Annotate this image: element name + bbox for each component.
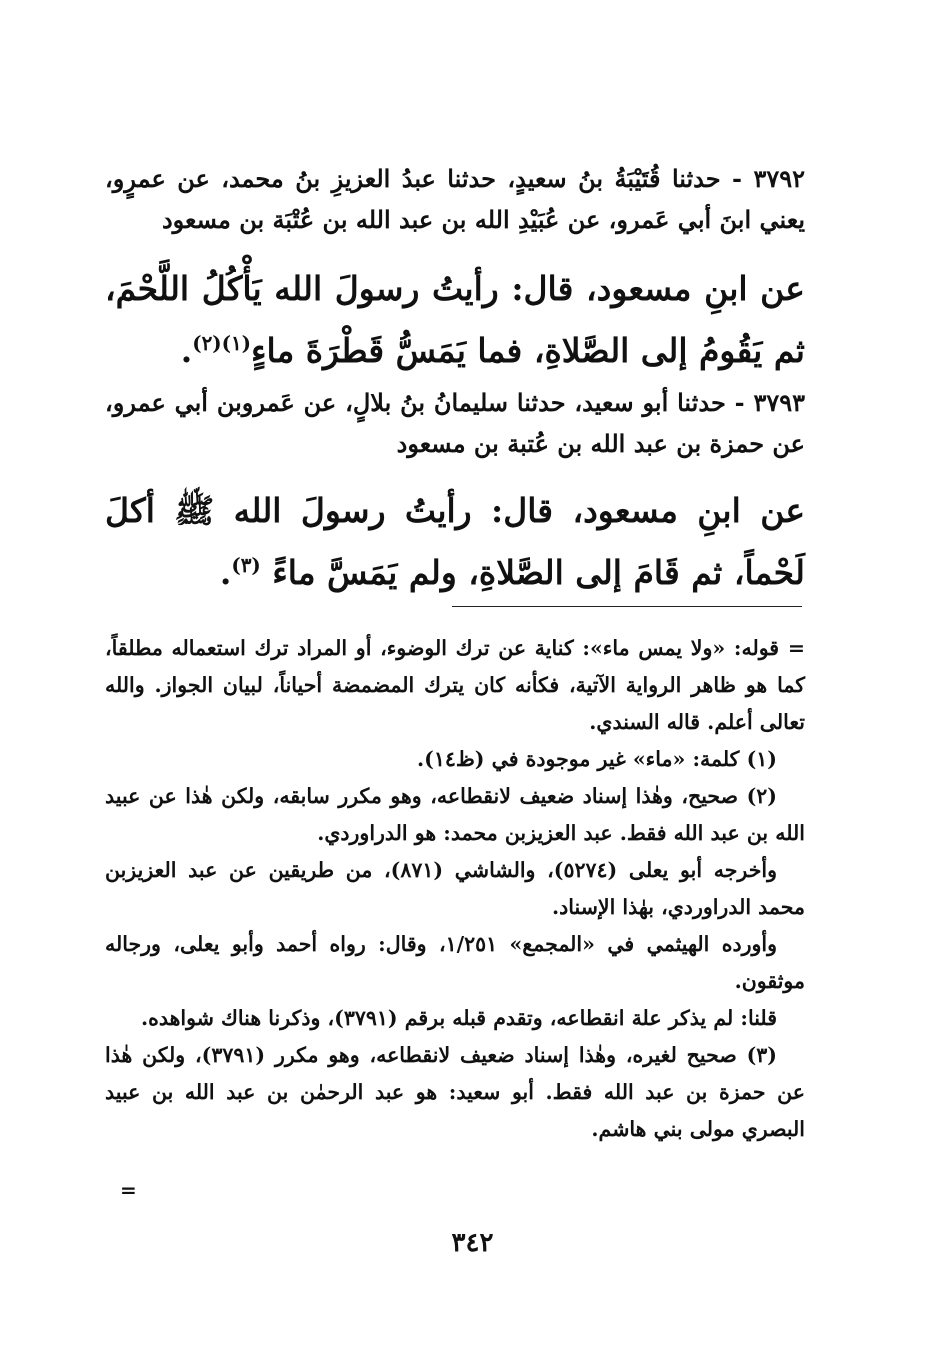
matn-text-part2: أكلَ لَحْماً، ثم قَامَ إلى الصَّلاةِ، ولم يَمَسَّ ماءً — [105, 491, 805, 592]
page-number: ٣٤٢ — [451, 1228, 494, 1258]
footnote-2-qulna: قلنا: لم يذكر علة انقطاعه، وتقدم قبله برقم (٣٧٩١)، وذكرنا هناك شواهده. — [140, 1006, 777, 1030]
hadith-number: ٣٧٩٢ — [753, 164, 805, 193]
footnote-2: (٢) صحيح، وهٰذا إسناد ضعيف لانقطاعه، وهو مكرر سابقه، ولكن هٰذا عن عبيد الله بن عبد الله فقط. عبد العزيزبن محمد: هو الدراوردي. — [105, 784, 805, 845]
footnote-2-takhrij: وأخرجه أبو يعلى (٥٢٧٤)، والشاشي (٨٧١)، من طريقين عن عبد العزيزبن محمد الدراوردي، بهٰذا الإسناد. — [105, 858, 805, 919]
footnote-separator — [452, 606, 802, 607]
sanad-text: حدثنا قُتَيْبَةُ بنُ سعيدٍ، حدثنا عبدُ العزيزِ بنُ محمد، عن عمرٍو، يعني ابنَ أبي عَمرو، عن عُبَيْدِ الله بن عبد الله بن عُتْبَة بن مسعود — [105, 164, 805, 234]
sanad-text: حدثنا أبو سعيد، حدثنا سليمانُ بنُ بلالٍ، عن عَمروبن أبي عمرو، عن حمزة بن عبد الله بن عُتبة بن مسعود — [105, 388, 805, 458]
hadith-3792-matn: عن ابنِ مسعود، قال: رأيتُ رسولَ الله يَأْكُلُ اللَّحْمَ، ثم يَقُومُ إلى الصَّلاةِ، فما يَمَسُّ قَطْرَةَ ماءٍ$^{(١)(٢)}$. — [105, 269, 805, 370]
footnotes-section — [105, 630, 805, 1148]
continuation-mark: = — [120, 1178, 137, 1202]
hadith-number: ٣٧٩٣ — [753, 388, 806, 417]
hadith-3793-matn: عن ابنِ مسعود، قال: رأيتُ رسولَ الله ﷺ أكلَ لَحْماً، ثم قَامَ إلى الصَّلاةِ، ولم يَمَسَّ ماءً $^{(٣)}$. — [105, 491, 806, 592]
matn-text: عن ابنِ مسعود، قال: رأيتُ رسولَ الله يَأْكُلُ اللَّحْمَ، ثم يَقُومُ إلى الصَّلاةِ، فما يَمَسُّ قَطْرَةَ ماءٍ — [105, 269, 805, 370]
hadith-3793-sanad: ٣٧٩٣ - حدثنا أبو سعيد، حدثنا سليمانُ بنُ بلالٍ، عن عَمروبن أبي عمرو، عن حمزة بن عبد الله بن عُتبة بن مسعود — [105, 388, 806, 458]
footnote-1: (١) كلمة: «ماء» غير موجودة في (ظ١٤). — [416, 747, 777, 771]
hadith-3792-sanad: ٣٧٩٢ - حدثنا قُتَيْبَةُ بنُ سعيدٍ، حدثنا عبدُ العزيزِ بنُ محمد، عن عمرٍو، يعني ابنَ أبي عَمرو، عن عُبَيْدِ الله بن عبد الله بن عُتْبَة بن مسعود — [105, 164, 805, 234]
matn-text-part1: عن ابنِ مسعود، قال: رأيتُ رسولَ الله — [233, 491, 806, 530]
footnote-3: (٣) صحيح لغيره، وهٰذا إسناد ضعيف لانقطاعه، وهو مكرر (٣٧٩١)، ولكن هٰذا عن حمزة بن عبد الله فقط. أبو سعيد: هو عبد الرحمٰن بن عبد الله بن عبيد البصري مولى بني هاشم. — [105, 1043, 805, 1141]
salawat-glyph: ﷺ — [174, 491, 215, 530]
footnote-2-majma: وأورده الهيثمي في «المجمع» ١/٢٥١، وقال: رواه أحمد وأبو يعلى، ورجاله موثقون. — [105, 932, 805, 993]
footnote-continuation: = قوله: «ولا يمس ماء»: كناية عن ترك الوضوء، أو المراد ترك استعماله مطلقاً، كما هو ظاهر الرواية الآتية، فكأنه كان يترك المضمضة أحياناً، لبيان الجواز. والله تعالى أعلم. قاله السندي. — [105, 636, 805, 734]
footnote-ref: (١)(٢) — [192, 331, 252, 355]
footnote-ref: (٣) — [231, 553, 261, 577]
